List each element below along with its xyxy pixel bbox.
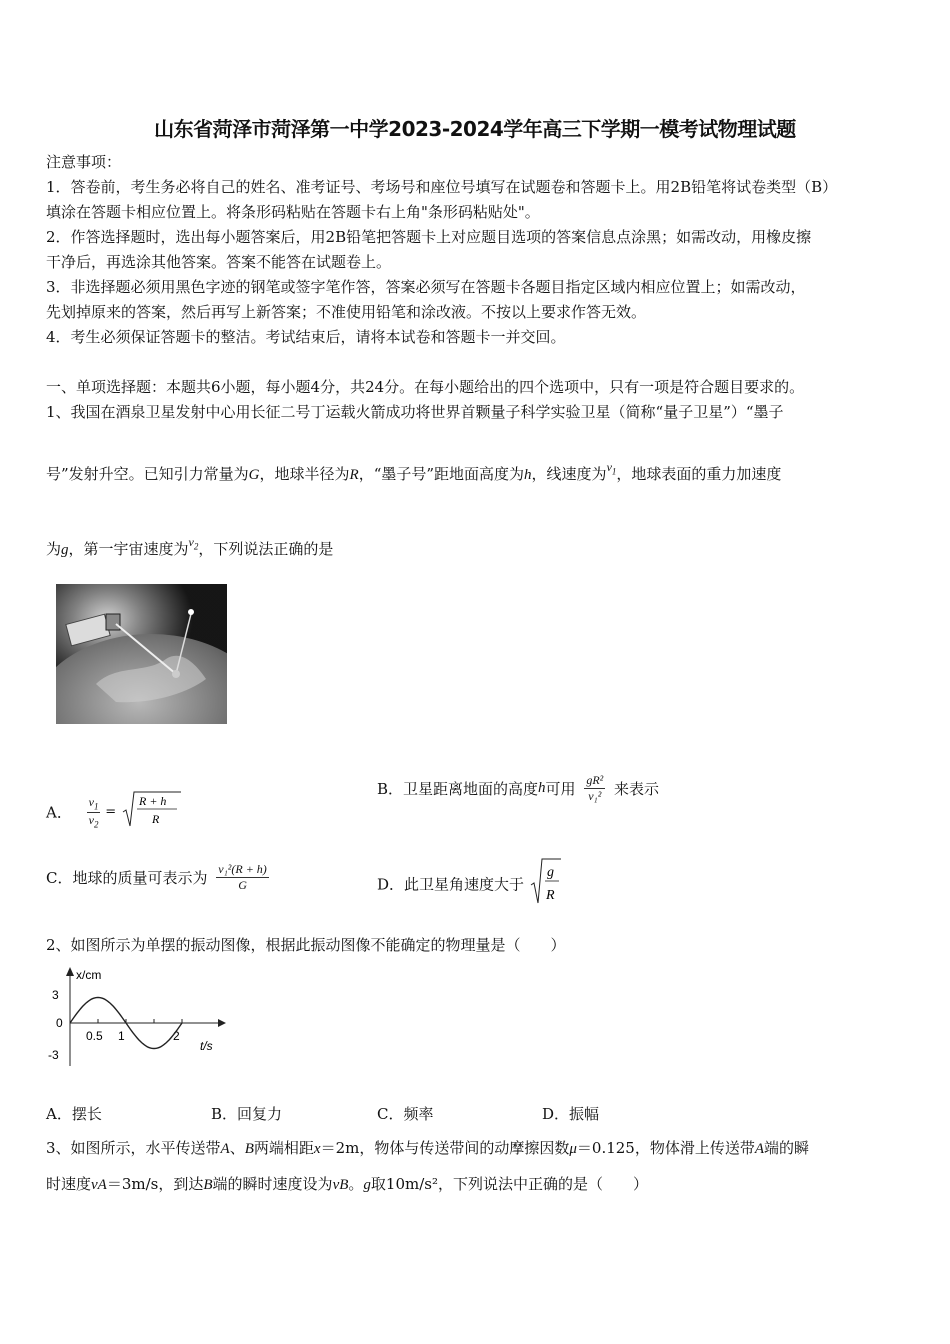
sqrt-fraction-a [121,790,183,830]
x-axis-label: t/s [200,1039,213,1053]
notice-line-4: 4．考生必须保证答题卡的整洁。考试结束后，请将本试卷和答题卡一并交回。 [46,328,566,346]
notice-line-3b: 先划掉原来的答案，然后再写上新答案；不准使用铅笔和涂改液。不按以上要求作答无效。 [46,303,647,321]
q1-option-c[interactable]: C．地球的质量可表示为 $\frac{\text{v₁²(R + h)}}{G}$ [46,862,267,892]
notice-line-3a: 3．非选择题必须用黑色字迹的钢笔或签字笔作答，答案必须写在答题卡各题目指定区域内相应位置上；如需改动， [46,278,806,296]
x-tick-1: 1 [118,1029,125,1043]
satellite-image [56,584,227,724]
q1-option-b[interactable]: B．卫星距离地面的高度h可用 $\frac{\text{gR²}}{\text{v₁²}}$ 来表示 [377,773,660,803]
q2-option-c[interactable]: C．频率 [377,1105,434,1123]
q1-option-d[interactable]: D．此卫星角速度大于 g R [377,857,563,911]
notice-line-1a: 1．答卷前，考生务必将自己的姓名、准考证号、考场号和座位号填写在试题卷和答题卡上。用2B铅笔将试卷类型（B） [46,178,838,196]
svg-text:R: R [151,812,160,826]
q1-line-2: 号”发射升空。已知引力常量为G，地球半径为R，“墨子号”距地面高度为h，线速度为$^{v_1}$，地球表面的重力加速度 [46,460,782,483]
y-tick-0: 0 [56,1016,63,1030]
notice-line-2b: 干净后，再选涂其他答案。答案不能答在试题卷上。 [46,253,392,271]
section-heading: 一、单项选择题：本题共6小题，每小题4分，共24分。在每小题给出的四个选项中，只有一项是符合题目要求的。 [46,378,805,396]
x-tick-2: 2 [173,1029,180,1043]
y-axis-label: x/cm [76,968,102,982]
y-tick-minus-3: -3 [48,1048,59,1062]
notice-heading: 注意事项： [46,153,122,171]
q2-option-a[interactable]: A．摆长 [46,1105,102,1123]
sqrt-fraction-d [529,857,563,907]
x-tick-0-5: 0.5 [86,1029,103,1043]
x-axis-arrow [218,1019,226,1027]
q2-vibration-graph [40,962,230,1072]
q1-line-3: 为g，第一宇宙速度为$^{v_2}$，下列说法正确的是 [46,535,334,558]
notice-line-2a: 2．作答选择题时，选出每小题答案后，用2B铅笔把答题卡上对应题目选项的答案信息点涂黑；如需改动，用橡皮擦 [46,228,812,246]
q3-line-1: 3、如图所示，水平传送带A、B两端相距x＝2m，物体与传送带间的动摩擦因数μ＝0.125，物体滑上传送带A端的瞬 [46,1139,810,1157]
q1-line-1: 1、我国在酒泉卫星发射中心用长征二号丁运载火箭成功将世界首颗量子科学实验卫星（简称“量子卫星”）“墨子 [46,403,784,421]
q2-option-d[interactable]: D．振幅 [542,1105,600,1123]
y-axis-arrow [66,967,74,976]
y-tick-3: 3 [52,988,59,1002]
q3-line-2: 时速度vA＝3m/s，到达B端的瞬时速度设为vB。g取10m/s²，下列说法中正确的是（ ） [46,1175,648,1193]
satellite-photo [56,584,227,724]
vibration-chart [40,962,230,1072]
svg-text:R: R [545,888,555,903]
svg-text:R + h: R + h [138,794,167,808]
q1-option-a[interactable]: A． $\frac{v_1}{v_2}$ = R + h R [46,790,183,834]
q2-stem: 2、如图所示为单摆的振动图像，根据此振动图像不能确定的物理量是（ ） [46,936,566,954]
svg-text:g: g [546,865,554,880]
page-title: 山东省菏泽市菏泽第一中学2023-2024学年高三下学期一模考试物理试题 [154,117,796,141]
notice-line-1b: 填涂在答题卡相应位置上。将条形码粘贴在答题卡右上角"条形码粘贴处"。 [46,203,540,221]
q2-option-b[interactable]: B．回复力 [211,1105,283,1123]
